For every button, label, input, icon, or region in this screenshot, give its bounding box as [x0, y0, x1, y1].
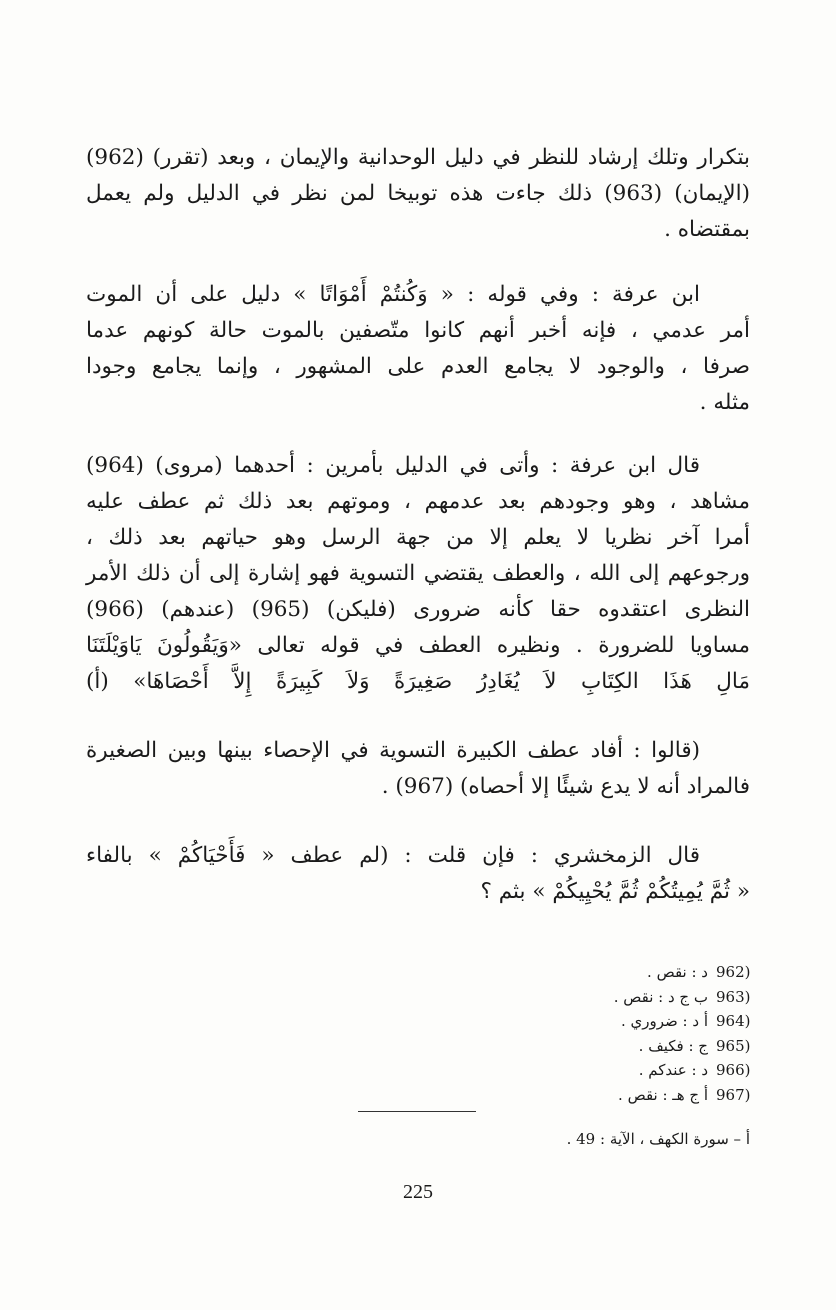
- page-number: 225: [403, 1181, 433, 1203]
- footnote-text: ج : فكيف .: [638, 1036, 708, 1055]
- paragraph-2: [86, 277, 750, 421]
- text-line: أمرا آخر نظريا لا يعلم إلا من جهة الرسل وهو حياتهم بعد ذلك ،: [86, 525, 750, 550]
- text-line: (قالوا : أفاد عطف الكبيرة التسوية في الإحصاء بينها وبين الصغيرة: [86, 738, 700, 763]
- text-line: ورجوعهم إلى الله ، والعطف يقتضي التسوية فهو إشارة إلى أن ذلك الأمر: [86, 561, 750, 586]
- text-line: مساويا للضرورة . ونظيره العطف في قوله تعالى «وَيَقُولُونَ يَاوَيْلَتَنَا: [86, 633, 750, 658]
- footnote: [86, 1034, 750, 1059]
- footnote-text: أ ج هـ : نقص .: [618, 1085, 708, 1104]
- text-line: ابن عرفة : وفي قوله : « وَكُنتُمْ أَمْوَاتًا » دليل على أن الموت: [86, 282, 700, 307]
- paragraph-1: [86, 140, 750, 248]
- text-line: فالمراد أنه لا يدع شيئًا إلا أحصاه) (967) .: [381, 774, 750, 799]
- text-line: مشاهد ، وهو وجودهم بعد عدمهم ، وموتهم بعد ذلك ثم عطف عليه: [86, 489, 750, 514]
- footnote-number: 965): [716, 1036, 751, 1055]
- footnotes: [86, 960, 750, 1107]
- text-line: أمر عدمي ، فإنه أخبر أنهم كانوا متّصفين بالموت حالة كونهم عدما: [86, 318, 750, 343]
- text-line: مثله .: [699, 390, 750, 415]
- footnote-number: 967): [716, 1085, 751, 1104]
- paragraph-3: [86, 448, 750, 700]
- text-line: مَالِ هَذَا الكِتَابِ لاَ يُغَادِرُ صَغِيرَةً وَلاَ كَبِيرَةً إِلاَّ أَحْصَاهَا» (أ): [86, 669, 750, 694]
- footnote-text: أ د : ضروري .: [621, 1012, 708, 1030]
- text-line: صرفا ، والوجود لا يجامع العدم على المشهور ، وإنما يجامع وجودا: [86, 354, 750, 379]
- footnote: [86, 1058, 750, 1083]
- text-line: (الإيمان) (963) ذلك جاءت هذه توبيخا لمن نظر في الدليل ولم يعمل: [86, 181, 750, 206]
- text-line: بمقتضاه .: [664, 217, 750, 242]
- footnote: [86, 985, 750, 1010]
- footnote: [86, 1009, 750, 1034]
- footnote-text: د : نقص .: [647, 963, 708, 981]
- paragraph-5: [86, 838, 750, 910]
- text-line: قال ابن عرفة : وأتى في الدليل بأمرين : أحدهما (مروى) (964): [86, 453, 700, 478]
- paragraph-4: [86, 733, 750, 805]
- text-line: « ثُمَّ يُمِيتُكُمْ ثُمَّ يُحْيِيكُمْ » بثم ؟: [480, 879, 750, 904]
- text-line: بتكرار وتلك إرشاد للنظر في دليل الوحدانية والإيمان ، وبعد (تقرر) (962): [86, 145, 750, 170]
- footnote-text: ب ج د : نقص .: [613, 987, 708, 1006]
- footnote: [86, 1083, 750, 1108]
- footnote-text: د : عندكم .: [638, 1061, 708, 1079]
- footnote-divider: [358, 1111, 476, 1112]
- text-line: النظرى اعتقدوه حقا كأنه ضرورى (فليكن) (965) (عندهم) (966): [86, 597, 750, 622]
- text-line: قال الزمخشري : فإن قلت : (لم عطف « فَأَحْيَاكُمْ » بالفاء: [86, 843, 700, 868]
- footnote-number: 962): [716, 963, 751, 981]
- quran-reference-note: أ – سورة الكهف ، الآية : 49 .: [566, 1130, 750, 1148]
- footnote-number: 964): [716, 1012, 751, 1030]
- footnote-number: 966): [716, 1061, 751, 1079]
- footnote: [86, 960, 750, 985]
- footnote-number: 963): [716, 987, 751, 1006]
